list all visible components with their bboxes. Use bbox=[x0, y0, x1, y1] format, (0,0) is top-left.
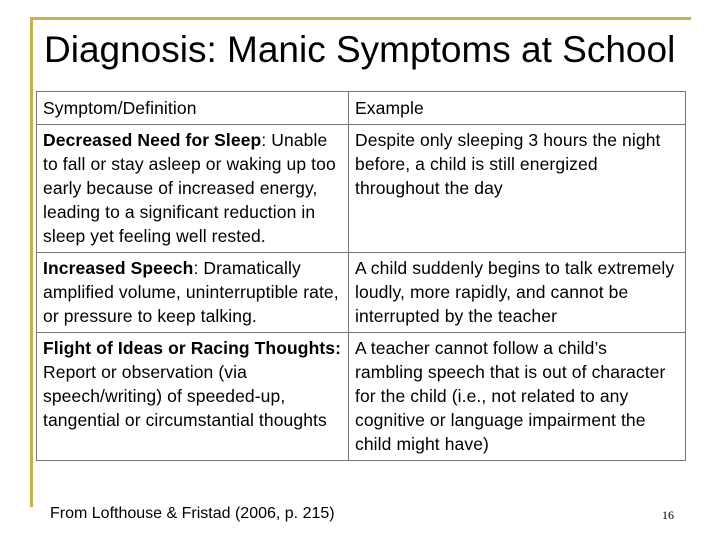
column-header-symptom: Symptom/Definition bbox=[37, 92, 349, 125]
symptom-cell bbox=[37, 253, 349, 333]
example-cell: A teacher cannot follow a child’s rambling speech that is out of character for the child (i.e., not related to any cognitive or language impairment the child might have) bbox=[349, 333, 686, 461]
symptom-cell bbox=[37, 333, 349, 461]
slide-frame-left-line bbox=[30, 17, 33, 507]
symptom-term: Increased Speech bbox=[43, 258, 194, 278]
table-row bbox=[37, 125, 686, 253]
slide-frame-top-line bbox=[30, 17, 691, 20]
column-header-example: Example bbox=[349, 92, 686, 125]
symptom-definition: Dramatically amplified volume, uninterruptible rate, or pressure to keep talking. bbox=[43, 258, 339, 326]
slide-title: Diagnosis: Manic Symptoms at School bbox=[44, 29, 676, 70]
symptom-definition: Report or observation (via speech/writing) of speeded-up, tangential or circumstantial thoughts bbox=[43, 362, 327, 430]
example-cell: A child suddenly begins to talk extremely loudly, more rapidly, and cannot be interrupted by the teacher bbox=[349, 253, 686, 333]
term-suffix: : bbox=[261, 130, 267, 150]
table-row bbox=[37, 333, 686, 461]
table-header-row bbox=[37, 92, 686, 125]
page-number: 16 bbox=[662, 508, 674, 522]
symptom-term: Decreased Need for Sleep bbox=[43, 130, 262, 150]
symptom-cell bbox=[37, 125, 349, 253]
term-suffix: : bbox=[193, 258, 199, 278]
example-cell: Despite only sleeping 3 hours the night before, a child is still energized throughout the day bbox=[349, 125, 686, 253]
symptom-term: Flight of Ideas or Racing Thoughts: bbox=[43, 338, 342, 358]
source-citation: From Lofthouse & Fristad (2006, p. 215) bbox=[50, 505, 335, 522]
symptom-definition: Unable to fall or stay asleep or waking up too early because of increased energy, leading to a significant reduction in sleep yet feeling well rested. bbox=[43, 130, 336, 246]
symptoms-table bbox=[36, 91, 686, 461]
table-row bbox=[37, 253, 686, 333]
